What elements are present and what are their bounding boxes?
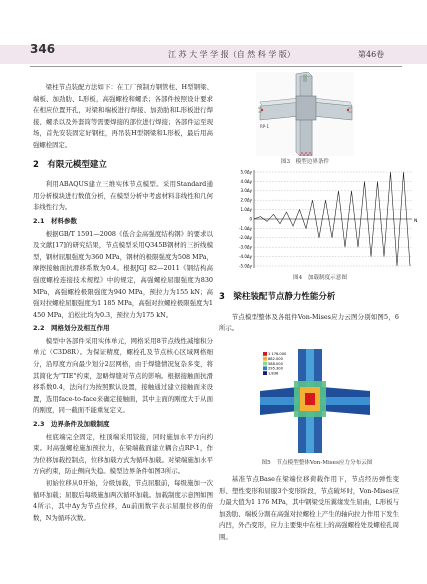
y-tick-label: -4.0Δy <box>239 254 252 259</box>
section-3-title: 3 梁柱装配节点静力性能分析 <box>219 292 336 302</box>
legend-value: 588.000 <box>268 361 283 366</box>
y-tick-label: 4.0Δy <box>240 178 252 184</box>
figure-5-contour <box>260 349 370 453</box>
section-2-1-paragraph: 根据GB/T 1591—2008《低合金高强度结构钢》的要求以及文献[17]的研究结果，节点模型采用Q345B钢材的三折线模型，钢材屈服强度为360 MPa，钢材的极限强度为508 MPa，摩擦接触面抗滑移系数为0.4。根据JGJ 82—2011《钢结构高强度螺栓连接技术规程》中的规定，高强螺栓屈服强度为830 MPa，高强螺栓极限强度为940 MPa，预拉力为155 kN；高强对拉螺栓屈服强度为1 185 MPa，高强对拉螺栓极限强度为1 450 MPa，泊松比均为0.3，预拉力为175 kN。 <box>33 229 213 319</box>
legend-swatch <box>263 352 267 356</box>
section-2-title: 2 有限元模型建立 <box>33 159 107 170</box>
y-tick-label: 5.0Δy <box>240 169 252 175</box>
figure-5-caption: 图5 节点模型整体Von-Mises应力分布云图 <box>261 460 373 466</box>
right-column-lower <box>219 474 399 544</box>
left-column <box>33 82 213 524</box>
page-number: 346 <box>30 42 56 56</box>
figure-3-caption: 图3 模型边界条件 <box>280 159 330 165</box>
volume-label: 第46卷 <box>358 50 385 59</box>
section-3-paragraph-2: 基准节点Base在梁端位移荷载作用下，节点经历弹性变形、塑性变形和屈服3个变形阶段，节点破坏时，Von-Mises应力最大值为1 176 MPa，其中钢梁受压翼缘发生屈曲，L形板与加劲肋、端板分割在高强对拉螺栓上产生的轴向拉力作用下发生内凹，外凸变形，应力主要集中在柱上的高强螺栓处及螺栓孔周围。 <box>219 475 399 541</box>
legend-swatch <box>263 371 267 375</box>
section-2-2-title: 2.2 网格划分及相互作用 <box>33 324 110 333</box>
y-tick-label: 1.0Δy <box>240 207 252 212</box>
rp-label: RP-1 <box>260 124 270 129</box>
y-tick-label: -3.0Δy <box>239 244 252 250</box>
section-2-paragraph: 利用ABAQUS建立三维实体节点模型。采用Standard通用分析模块进行数值分析，在模型分析中考虑材料非线性和几何非线性行为。 <box>33 180 213 212</box>
section-2-3-paragraph-2: 初始位移从0开始，分级加载，节点屈服前，每级施加一次循环加载；屈服后每级施加两次循环加载。加载制度示意图如图4所示，其中Δy为节点位移，Δu前面数字表示屈服位移的倍数，N为循环次数。 <box>33 479 213 522</box>
section-2-3-title: 2.3 边界条件及加载制度 <box>33 420 110 429</box>
journal-title: 江 苏 大 学 学 报（自 然 科 学 版） <box>168 50 295 59</box>
legend-swatch <box>263 357 267 361</box>
section-2-2-paragraph: 模型中各部件采用实体单元，网格采用8节点线性减缩积分单元（C3D8R）。为保证精度，螺栓孔及节点核心区域网格细分，沿厚度方向最少划分2层网格，由于焊缝情况复杂多变，将其简化为"TIE"约束，忽略焊缝对节点的影响。根据接触面抗滑移系数0.4，法向行为按照默认设置，接触通过建立接触面来设置，选用face-to-face来确定接触面，其中主面的刚度大于从面的刚度，同一截面不能重复定义。 <box>33 336 213 415</box>
figure-4-caption: 图4 加载制度示意图 <box>293 275 347 281</box>
legend-value: 882.000 <box>268 357 283 361</box>
figure-4-chart <box>230 166 420 272</box>
legend-swatch <box>263 362 267 366</box>
intro-paragraph: 梁柱节点装配方法如下：在工厂预制方钢管柱、H型钢梁、端板、加劲肋、L形板，高强螺栓和螺杀；各部件按照设计要求在相应位置开孔，对梁和端板进行焊接、加劲肋和L形板进行焊接、螺杀以及外套筒等需要焊接的部位进行焊接；各部件运至现场，首先安装固定好钢柱，再吊装H型钢梁和L形板，最后用高强螺栓固定。 <box>33 83 213 149</box>
page-header <box>0 0 427 70</box>
legend-value: 1 176.000 <box>268 352 287 357</box>
legend-value: 1.836 <box>268 371 279 376</box>
y-tick-label: 2.0Δy <box>240 197 252 203</box>
y-tick-label: 0 <box>249 216 252 222</box>
header-rule <box>30 66 402 67</box>
section-3-paragraph: 节点模型整体及各组件Von-Mises应力云图分别如图5，6所示。 <box>219 312 399 333</box>
section-2-1-title: 2.1 材料参数 <box>33 216 78 225</box>
legend-value: 295.300 <box>268 366 283 371</box>
y-tick-label: -1.0Δy <box>239 225 252 231</box>
figure-3-model <box>256 72 354 156</box>
y-tick-label: -2.0Δy <box>239 235 252 241</box>
right-column-upper <box>219 292 399 335</box>
section-2-3-paragraph-1: 柱底端完全固定，柱顶端采用铰接，同时施加水平方向约束。对高强螺栓施加预拉力，在梁端截面建立耦合点RP-1，作为位移加载控制点，位移加载方式为循环加载。对梁端施加水平方向约束，防止侧向失稳。模型边界条件如图3所示。 <box>33 432 213 476</box>
x-axis-label: N <box>414 219 418 224</box>
y-tick-label: 3.0Δy <box>240 188 252 194</box>
y-tick-label: -5.0Δy <box>239 263 252 269</box>
legend-swatch <box>263 366 267 370</box>
